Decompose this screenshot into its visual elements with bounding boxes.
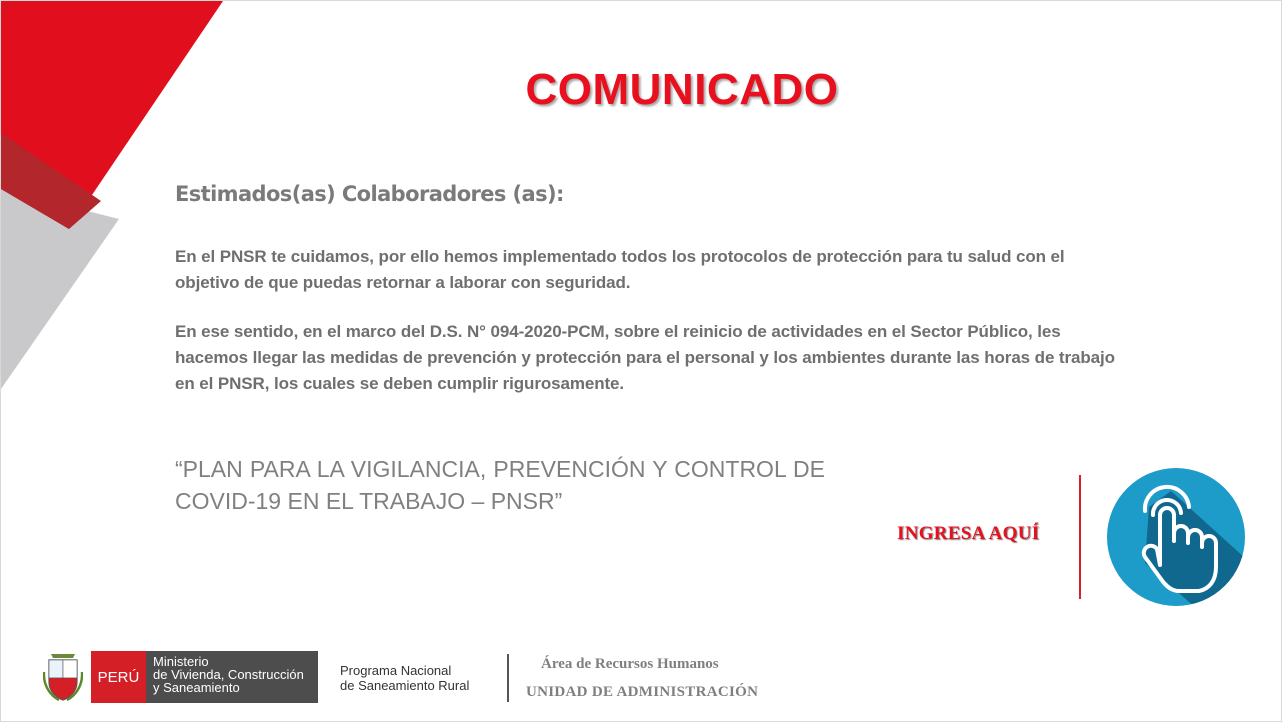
programa-line-2: de Saneamiento Rural xyxy=(340,678,470,693)
ministerio-line-3: y Saneamiento xyxy=(153,680,240,695)
cta-divider xyxy=(1079,475,1081,599)
peru-coat-of-arms-icon xyxy=(43,652,83,702)
footer-divider xyxy=(507,654,509,702)
unidad-label: UNIDAD DE ADMINISTRACIÓN xyxy=(526,684,759,700)
greeting-heading: Estimados(as) Colaboradores (as): xyxy=(175,182,564,206)
context-paragraph: En ese sentido, en el marco del D.S. N° 094-2020-PCM, sobre el reinicio de actividades en el Sector Público, les hacemos llegar las medidas de prevención y protección para el personal y los ambientes durante las horas de trabajo en el PNSR, los cuales se deben cumplir rigurosamente. xyxy=(175,322,1115,393)
ingresa-aqui-link[interactable]: INGRESA AQUÍ xyxy=(897,523,1040,544)
programa-line-1: Programa Nacional xyxy=(340,663,452,678)
intro-paragraph: En el PNSR te cuidamos, por ello hemos implementado todos los protocolos de protección para tu salud con el objetivo de que puedas retornar a laborar con seguridad. xyxy=(175,247,1065,292)
touch-hand-icon[interactable] xyxy=(1105,467,1255,609)
programa-name xyxy=(340,663,469,693)
ministerio-name xyxy=(146,651,318,703)
ministerio-line-1: Ministerio xyxy=(153,654,209,669)
area-label: Área de Recursos Humanos xyxy=(541,656,719,672)
peru-label: PERÚ xyxy=(91,651,146,703)
page-title: COMUNICADO xyxy=(525,65,839,114)
ministerio-line-2: de Vivienda, Construcción xyxy=(153,667,304,682)
plan-title-link-text: “PLAN PARA LA VIGILANCIA, PREVENCIÓN Y CONTROL DE COVID-19 EN EL TRABAJO – PNSR” xyxy=(175,456,825,514)
ministerio-logo xyxy=(91,651,318,703)
